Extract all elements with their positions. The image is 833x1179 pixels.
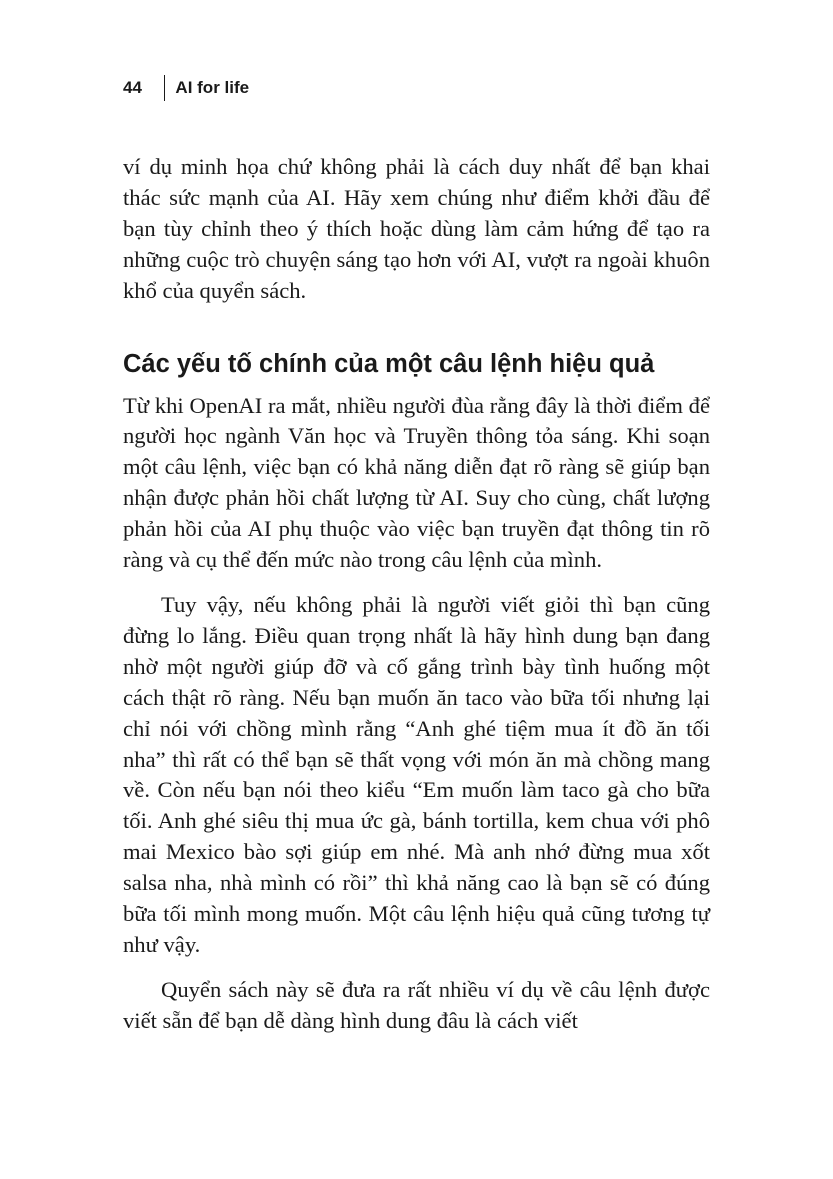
header-divider [164, 75, 166, 101]
page-number: 44 [123, 78, 142, 97]
section-heading: Các yếu tố chính của một câu lệnh hiệu quả [123, 349, 655, 378]
body-paragraph-3: Tuy vậy, nếu không phải là người viết giỏi thì bạn cũng đừng lo lắng. Điều quan trọng nhất là hãy hình dung bạn đang nhờ một người giúp đỡ và cố gắng trình bày tình huống một cách thật rõ ràng. Nếu bạn muốn ăn taco vào bữa tối nhưng lại chỉ nói với chồng mình rằng “Anh ghé tiệm mua ít đồ ăn tối nha” thì rất có thể bạn sẽ thất vọng với món ăn mà chồng mang về. Còn nếu bạn nói theo kiểu “Em muốn làm taco gà cho bữa tối. Anh ghé siêu thị mua ức gà, bánh tortilla, kem chua với phô mai Mexico bào sợi giúp em nhé. Mà anh nhớ đừng mua xốt salsa nha, nhà mình có rồi” thì khả năng cao là bạn sẽ có đúng bữa tối mình mong muốn. Một câu lệnh hiệu quả cũng tương tự như vậy. [123, 591, 710, 957]
running-header [123, 72, 249, 104]
body-paragraph-2: Từ khi OpenAI ra mắt, nhiều người đùa rằng đây là thời điểm để người học ngành Văn học và Truyền thông tỏa sáng. Khi soạn một câu lệnh, việc bạn có khả năng diễn đạt rõ ràng sẽ giúp bạn nhận được phản hồi chất lượng từ AI. Suy cho cùng, chất lượng phản hồi của AI phụ thuộc vào việc bạn truyền đạt thông tin rõ ràng và cụ thể đến mức nào trong câu lệnh của mình. [123, 392, 710, 573]
body-paragraph-1: ví dụ minh họa chứ không phải là cách duy nhất để bạn khai thác sức mạnh của AI. Hãy xem chúng như điểm khởi đầu để bạn tùy chỉnh theo ý thích hoặc dùng làm cảm hứng để tạo ra những cuộc trò chuyện sáng tạo hơn với AI, vượt ra ngoài khuôn khổ của quyển sách. [123, 154, 710, 303]
page-body [123, 152, 710, 1037]
book-title: AI for life [175, 78, 250, 97]
body-paragraph-4: Quyển sách này sẽ đưa ra rất nhiều ví dụ về câu lệnh được viết sẵn để bạn dễ dàng hình dung đâu là cách viết [123, 976, 710, 1033]
